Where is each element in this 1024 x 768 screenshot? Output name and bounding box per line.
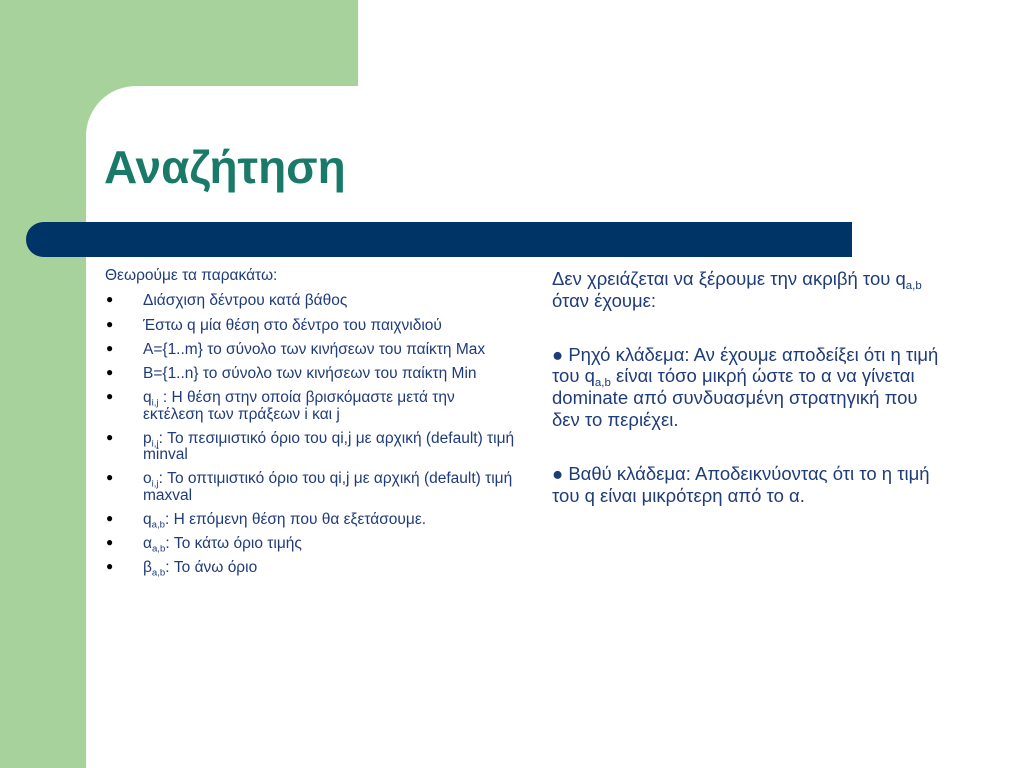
item-text: B={1..n} το σύνολο των κινήσεων του παίκτη Min [143,365,477,383]
paragraph-text: είναι τόσο μικρή ώστε το α να γίνεται dominate από συνδυασμένη στρατηγική που δεν το περιέχει. [552,365,918,431]
item-text: : Το άνω όριο [165,559,258,577]
item-subscript: a,b [151,519,165,531]
item-subscript: i,j [151,438,159,450]
item-text: : Η θέση στην οποία βρισκόμαστε μετά την εκτέλεση των πράξεων i και j [143,389,455,423]
item-text: : Το κάτω όριο τιμής [165,535,302,553]
paragraph-intro [552,268,942,312]
bullet-icon: ● [106,535,114,550]
bullet-icon: ● [106,559,114,574]
item-text: : Το οπτιμιστικό όριο του qi,j με αρχική (default) τιμή maxval [143,470,513,504]
list-item [105,342,515,358]
bullet-icon: ● [106,340,114,355]
list-item [105,535,515,555]
item-text: : Το πεσιμιστικό όριο του qi,j με αρχική (default) τιμή minval [143,429,515,464]
list-item [105,431,515,464]
paragraph-subscript: a,b [594,377,611,390]
list-item [105,471,515,504]
bullet-icon: ● [106,292,114,307]
left-column [105,268,515,585]
bullet-icon: ● [106,316,114,331]
item-text: : Η επόμενη θέση που θα εξετάσουμε. [164,510,427,528]
item-text: Έστω q μία θέση στο δέντρο του παιχνιδιού [143,316,442,334]
list-item [105,510,515,531]
list-item [105,293,515,309]
paragraph-text: Βαθύ κλάδεμα: Αποδεικνύοντας ότι το η τιμή του q είναι μικρότερη από το α. [552,462,930,506]
item-subscript: a,b [151,567,166,579]
list-item [105,559,515,579]
bullet-icon: ● [106,429,114,444]
bullet-icon: ● [106,365,114,380]
item-symbol: p [143,429,152,447]
item-text: A={1..m} το σύνολο των κινήσεων του παίκτη Max [143,340,486,358]
title-underline-bar [26,222,852,257]
green-decor-left [0,0,86,768]
bullet-icon: ● [552,462,564,484]
list-item [105,318,515,334]
item-subscript: a,b [151,543,166,555]
item-symbol: o [143,470,152,488]
bullet-icon: ● [106,389,114,404]
intro-text: Θεωρούμε τα παρακάτω: [105,267,278,284]
paragraph-text: όταν έχουμε: [552,289,657,311]
bullet-icon: ● [106,470,114,485]
paragraph-text: Ρηχό κλάδεμα: Αν έχουμε αποδείξει ότι η τιμή του q [552,343,939,387]
slide-title: Αναζήτηση [104,141,346,193]
item-symbol: β [143,559,152,577]
list-item [105,390,515,423]
item-subscript: i,j [151,478,159,490]
right-column [552,268,942,539]
paragraph-subscript: a,b [905,280,922,292]
paragraph-text: Δεν χρειάζεται να ξέρουμε την ακριβή του q [552,268,906,289]
item-symbol: α [143,535,152,553]
item-symbol: q [143,510,152,528]
item-subscript: i,j [151,397,159,409]
definitions-list [105,292,515,579]
paragraph-shallow-pruning [552,344,942,431]
item-text: Διάσχιση δέντρου κατά βάθος [143,292,348,310]
list-item [105,366,515,382]
bullet-icon: ● [552,343,564,365]
bullet-icon: ● [106,510,114,525]
item-symbol: q [143,389,152,407]
paragraph-deep-pruning [552,463,942,507]
